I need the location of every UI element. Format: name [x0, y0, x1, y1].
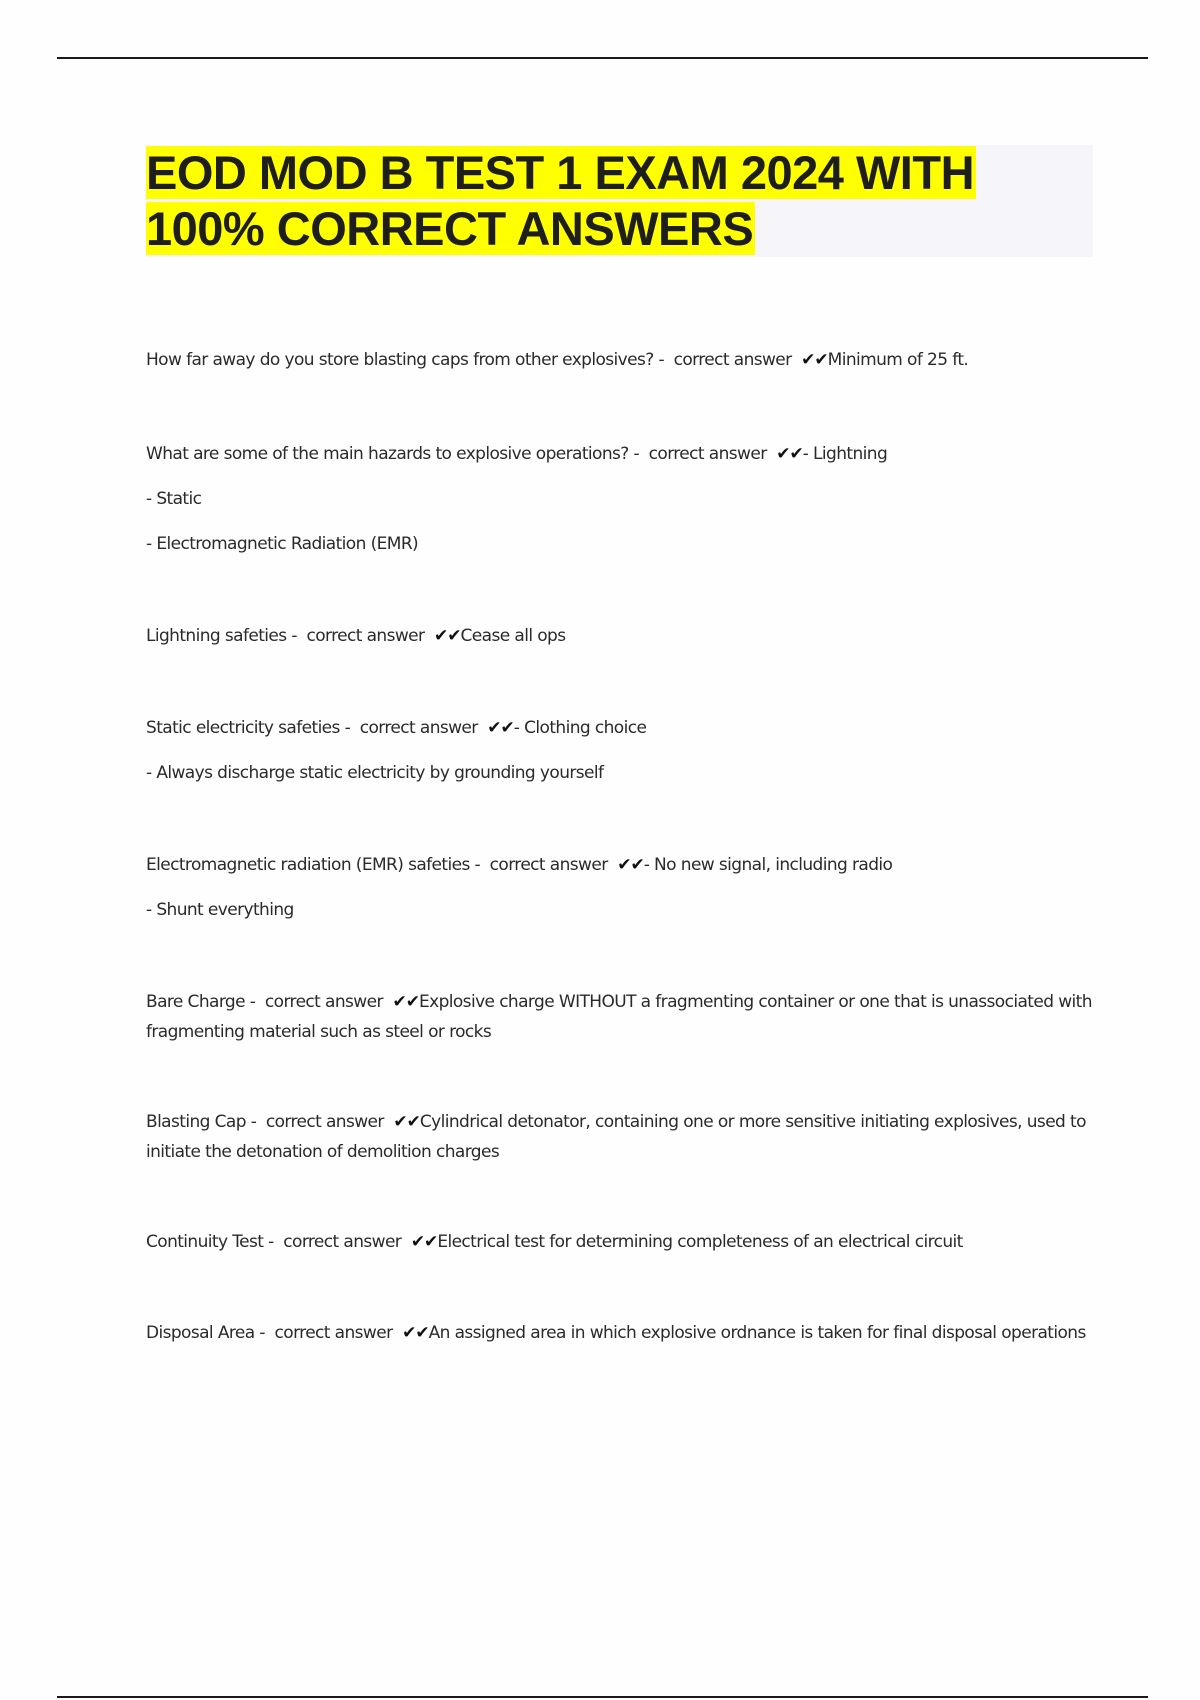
answer-label: correct answer	[489, 855, 608, 875]
answer-text: - No new signal, including radio	[643, 855, 893, 875]
qa-item	[146, 1227, 1106, 1257]
answer-text: Explosive charge WITHOUT a fragmenting container or one that is unassociated with fragmenting material such as steel or rocks	[146, 992, 1092, 1042]
double-check-icon: ✔✔	[392, 992, 419, 1012]
title-line-1: EOD MOD B TEST 1 EXAM 2024 WITH	[146, 146, 975, 199]
answer-label: correct answer	[673, 350, 792, 370]
qa-item	[146, 850, 1106, 925]
answer-label: correct answer	[283, 1232, 402, 1252]
double-check-icon: ✔✔	[410, 1232, 438, 1252]
qa-item	[146, 1318, 1106, 1348]
question-text: Blasting Cap -	[146, 1112, 257, 1132]
double-check-icon: ✔✔	[487, 718, 514, 738]
double-check-icon: ✔✔	[393, 1112, 420, 1132]
double-check-icon: ✔✔	[402, 1323, 429, 1343]
answer-label: correct answer	[274, 1323, 393, 1343]
answer-label: correct answer	[264, 992, 383, 1012]
double-check-icon: ✔✔	[776, 444, 803, 464]
double-check-icon: ✔✔	[801, 350, 828, 370]
answer-text: - Clothing choice	[513, 718, 647, 738]
qa-item	[146, 439, 1106, 559]
double-check-icon: ✔✔	[434, 626, 461, 646]
answer-line: - Static	[146, 489, 202, 509]
answer-label: correct answer	[359, 718, 478, 738]
qa-item	[146, 1107, 1106, 1167]
answer-text: An assigned area in which explosive ordnance is taken for final disposal operations	[428, 1323, 1086, 1343]
qa-item	[146, 345, 1106, 375]
question-text: Bare Charge -	[146, 992, 256, 1012]
answer-text: Electrical test for determining completeness of an electrical circuit	[437, 1232, 963, 1252]
header-rule	[57, 57, 1148, 59]
answer-text: Cease all ops	[460, 626, 566, 646]
title-line-2: 100% CORRECT ANSWERS	[146, 202, 754, 255]
answer-label: correct answer	[648, 444, 767, 464]
answer-text: Minimum of 25 ft.	[827, 350, 969, 370]
answer-line: - Shunt everything	[146, 900, 294, 920]
qa-item	[146, 713, 1106, 788]
question-text: How far away do you store blasting caps from other explosives? -	[146, 350, 665, 370]
answer-text: - Lightning	[802, 444, 888, 464]
double-check-icon: ✔✔	[617, 855, 644, 875]
question-text: Disposal Area -	[146, 1323, 265, 1343]
footer-rule	[57, 1696, 1148, 1698]
answer-line: - Electromagnetic Radiation (EMR)	[146, 534, 419, 554]
question-text: Static electricity safeties -	[146, 718, 351, 738]
qa-item	[146, 987, 1106, 1047]
question-text: Lightning safeties -	[146, 626, 297, 646]
answer-label: correct answer	[306, 626, 425, 646]
document-title	[146, 145, 1026, 257]
answer-label: correct answer	[265, 1112, 384, 1132]
answer-text: Cylindrical detonator, containing one or more sensitive initiating explosives, used to initiate the detonation of demolition charges	[146, 1112, 1086, 1162]
question-text: Continuity Test -	[146, 1232, 274, 1252]
qa-item	[146, 621, 1106, 651]
question-text: Electromagnetic radiation (EMR) safeties -	[146, 855, 481, 875]
answer-line: - Always discharge static electricity by grounding yourself	[146, 763, 604, 783]
question-text: What are some of the main hazards to explosive operations? -	[146, 444, 640, 464]
